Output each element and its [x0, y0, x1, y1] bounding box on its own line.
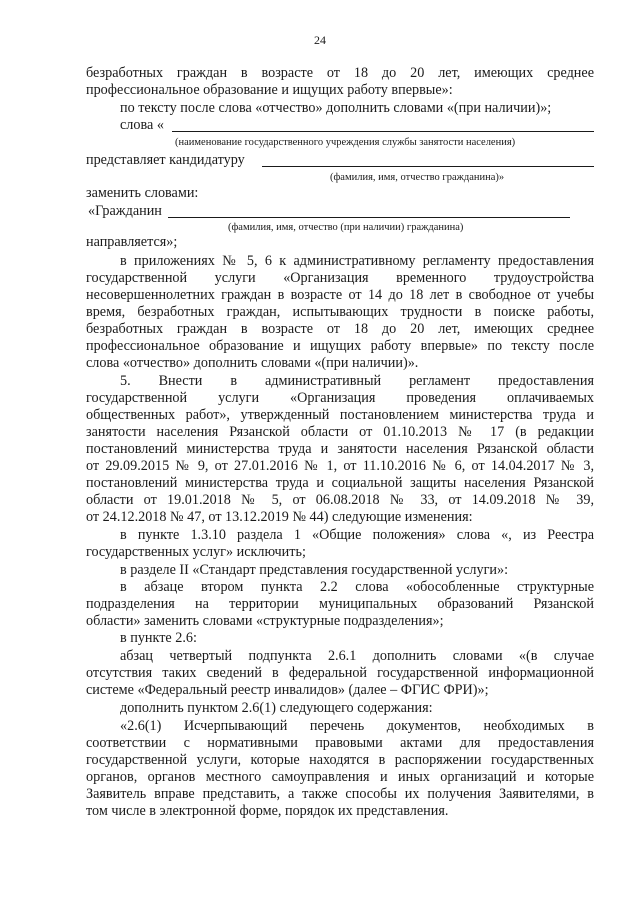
text-line: системе «Федеральный реестр инвалидов» (далее – ФГИС ФРИ)»; [86, 682, 489, 698]
fill-in-line [172, 131, 594, 132]
text-line: безработных граждан в возрасте от 18 до 20 лет, имеющих среднее [86, 321, 594, 337]
text-line: органов, органов местного самоуправления и иных организаций и которые [86, 769, 594, 785]
text-line: постановлений министерства труда и занятости населения Рязанской области [86, 441, 594, 457]
text-line: государственной услуги, которые находятся в распоряжении государственных [86, 752, 594, 768]
text-line: соответствии с нормативными правовыми актами для предоставления [86, 735, 594, 751]
text-line: «Гражданин [88, 203, 162, 219]
text-line: области от 19.01.2018 № 5, от 06.08.2018 № 33, от 14.09.2018 № 39, [86, 492, 594, 508]
fill-in-line [168, 217, 570, 218]
text-line: том числе в электронной форме, порядок их представления. [86, 803, 449, 819]
text-line: слова «отчество» дополнить словами «(при наличии)». [86, 355, 419, 371]
text-line: представляет кандидатуру [86, 152, 245, 168]
text-line: государственной услуги «Организация проведения оплачиваемых [86, 390, 594, 406]
text-line: от 24.12.2018 № 47, от 13.12.2019 № 44) следующие изменения: [86, 509, 473, 525]
text-line: от 29.09.2015 № 9, от 27.01.2016 № 1, от 11.10.2016 № 6, от 14.04.2017 № 3, [86, 458, 594, 474]
text-line: профессиональное образование и ищущих работу впервые» по тексту после [86, 338, 594, 354]
field-caption: (наименование государственного учреждения службы занятости населения) [175, 137, 516, 148]
text-line: государственной услуги «Организация временного трудоустройства [86, 270, 594, 286]
text-line: дополнить пунктом 2.6(1) следующего содержания: [120, 700, 433, 716]
text-line: профессиональное образование и ищущих работу впервые»: [86, 82, 453, 98]
text-line: общественных работ», утвержденный постановлением министерства труда и [86, 407, 594, 423]
text-line: государственных услуг» исключить; [86, 544, 306, 560]
text-line: Заявитель вправе представить, а также способы их получения Заявителями, в [86, 786, 594, 802]
text-line: заменить словами: [86, 185, 199, 201]
text-line: в разделе II «Стандарт представления государственной услуги»: [120, 562, 509, 578]
field-caption: (фамилия, имя, отчество (при наличии) гражданина) [228, 222, 464, 233]
text-line: области» заменить словами «структурные подразделения»; [86, 613, 444, 629]
text-line: абзац четвертый подпункта 2.6.1 дополнить словами «(в случае [120, 648, 594, 664]
text-line: в приложениях № 5, 6 к административному регламенту предоставления [120, 253, 594, 269]
text-line: отсутствия таких сведений в федеральной государственной информационной [86, 665, 594, 681]
text-line: в пункте 2.6: [120, 630, 197, 646]
text-line: безработных граждан в возрасте от 18 до 20 лет, имеющих среднее [86, 65, 594, 81]
text-line: в пункте 1.3.10 раздела 1 «Общие положения» слова «, из Реестра [120, 527, 594, 543]
text-line: занятости населения Рязанской области от 01.10.2013 № 17 (в редакции [86, 424, 594, 440]
text-line: в абзаце втором пункта 2.2 слова «обособленные структурные [120, 579, 594, 595]
text-line: 5. Внести в административный регламент предоставления [120, 373, 594, 389]
fill-in-line [262, 166, 594, 167]
text-line: постановлений министерства труда и социальной защиты населения Рязанской [86, 475, 594, 491]
text-line: «2.6(1) Исчерпывающий перечень документов, необходимых в [120, 718, 594, 734]
text-line: направляется»; [86, 234, 178, 250]
text-line: по тексту после слова «отчество» дополнить словами «(при наличии)»; [120, 100, 552, 116]
text-line: несовершеннолетних граждан в возрасте от 14 до 18 лет в свободное от учебы [86, 287, 594, 303]
page-number: 24 [314, 33, 326, 47]
text-line: время, безработных граждан, испытывающих трудности в поиске работы, [86, 304, 594, 320]
field-caption: (фамилия, имя, отчество гражданина)» [330, 172, 505, 183]
text-line: подразделения на территории муниципальных образований Рязанской [86, 596, 594, 612]
text-line: слова « [120, 117, 164, 133]
